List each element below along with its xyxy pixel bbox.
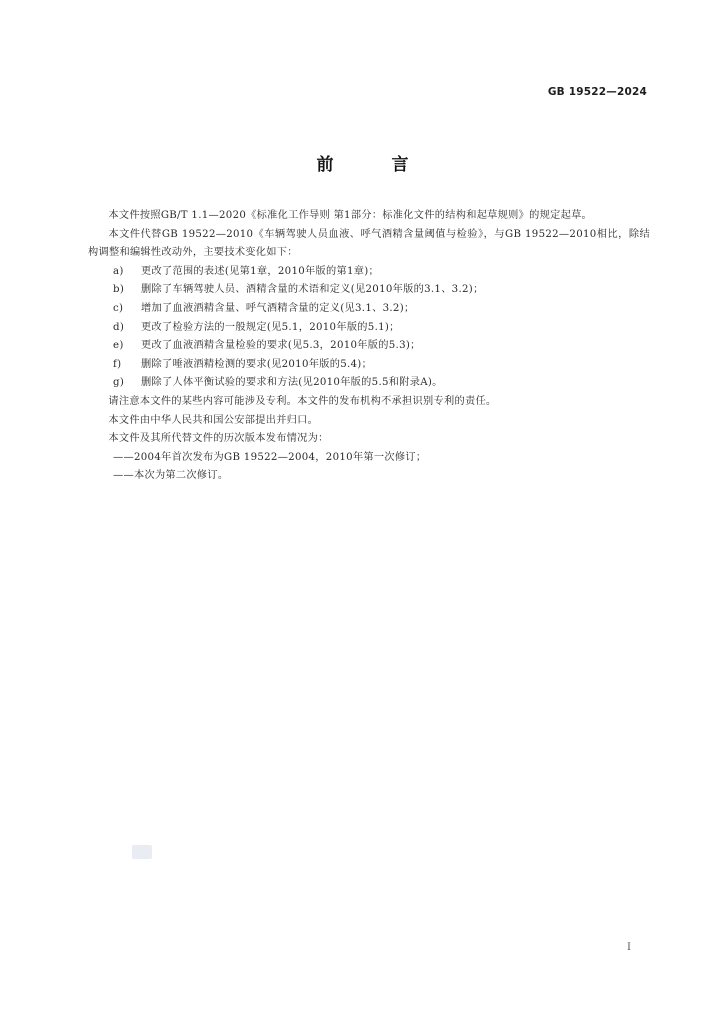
history-item: ——本次为第二次修订。 bbox=[113, 470, 229, 482]
item-text: 删除了人体平衡试验的要求和方法(见2010年版的5.5和附录A)。 bbox=[141, 377, 443, 389]
item-text: 删除了唾液酒精检测的要求(见2010年版的5.4)； bbox=[141, 358, 373, 370]
list-item bbox=[88, 337, 650, 356]
item-text: 更改了范围的表述(见第1章，2010年版的第1章)； bbox=[141, 265, 380, 277]
item-text: 更改了血液酒精含量检验的要求(见5.3，2010年版的5.3)； bbox=[141, 340, 421, 352]
history-intro: 本文件及其所代替文件的历次版本发布情况为： bbox=[108, 433, 329, 445]
item-label: d) bbox=[113, 321, 125, 333]
list-item bbox=[88, 319, 650, 338]
proposer-statement: 本文件由中华人民共和国公安部提出并归口。 bbox=[108, 414, 319, 426]
history-item: ——2004年首次发布为GB 19522—2004，2010年第一次修订； bbox=[113, 451, 427, 463]
patent-notice: 请注意本文件的某些内容可能涉及专利。本文件的发布机构不承担识别专利的责任。 bbox=[108, 395, 497, 407]
standard-number: GB 19522—2024 bbox=[547, 86, 647, 98]
item-label: g) bbox=[113, 377, 125, 389]
replacement-paragraph: 本文件代替GB 19522—2010《车辆驾驶人员血液、呼气酒精含量阈值与检验》，与GB 19522—2010相比，除结构调整和编辑性改动外，主要技术变化如下： bbox=[88, 228, 650, 259]
list-item bbox=[88, 300, 650, 319]
item-label: e) bbox=[113, 340, 124, 352]
page-number: I bbox=[627, 942, 631, 953]
changes-list bbox=[88, 263, 650, 393]
item-text: 增加了血液酒精含量、呼气酒精含量的定义(见3.1、3.2)； bbox=[141, 302, 415, 314]
item-label: c) bbox=[113, 302, 124, 314]
item-text: 删除了车辆驾驶人员、酒精含量的术语和定义(见2010年版的3.1、3.2)； bbox=[141, 284, 484, 296]
item-label: b) bbox=[113, 284, 125, 296]
item-label: a) bbox=[113, 265, 124, 277]
list-item bbox=[88, 263, 650, 282]
item-text: 更改了检验方法的一般规定(见5.1，2010年版的5.1)； bbox=[141, 321, 400, 333]
list-item bbox=[88, 356, 650, 375]
foreword-body bbox=[88, 207, 650, 486]
list-item bbox=[88, 374, 650, 393]
list-item bbox=[88, 281, 650, 300]
page-title: 前 言 bbox=[316, 155, 435, 175]
faint-mark bbox=[132, 845, 152, 859]
drafting-rule-paragraph: 本文件按照GB/T 1.1—2020《标准化工作导则 第1部分：标准化文件的结构和起草规则》的规定起草。 bbox=[108, 210, 593, 221]
item-label: f) bbox=[113, 358, 122, 370]
